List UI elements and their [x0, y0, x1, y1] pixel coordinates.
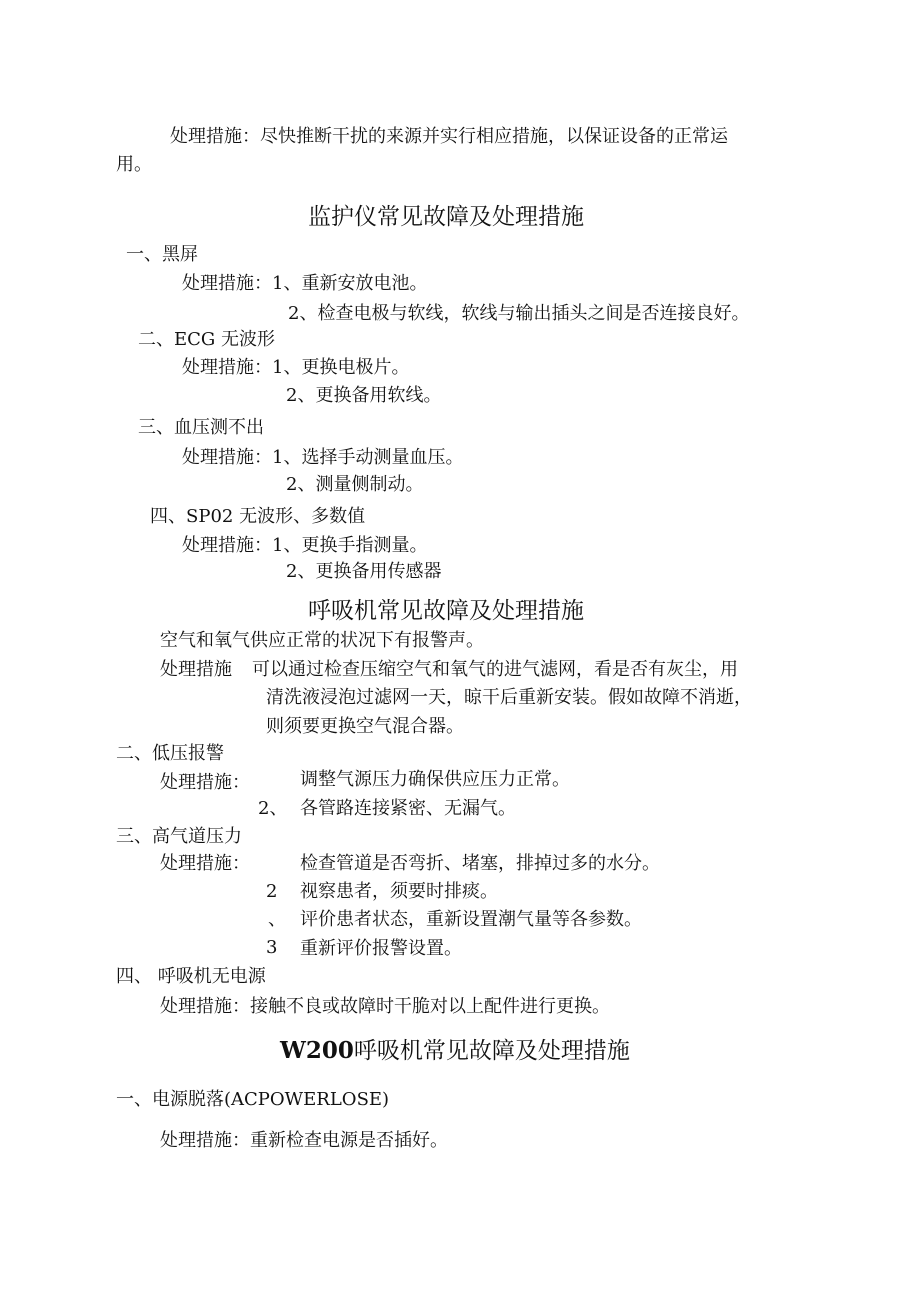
- ventilator-item-2-label: 处理措施：: [160, 772, 250, 793]
- ventilator-item-4-heading: 四、 呼吸机无电源: [116, 966, 266, 987]
- monitor-item-4-heading: 四、SP02 无波形、多数值: [150, 506, 366, 527]
- monitor-item-3-measure-1: 处理措施：1、选择手动测量血压。: [182, 447, 464, 468]
- w200-item-1-heading: 一、电源脱落(ACPOWERLOSE): [116, 1089, 390, 1110]
- ventilator-item-1-measure-line-2: 清洗液浸泡过滤网一天，晾干后重新安装。假如故障不消逝，: [266, 687, 752, 708]
- ventilator-item-4-measure-1: 处理措施：接触不良或故障时干脆对以上配件进行更换。: [160, 996, 610, 1017]
- monitor-item-3-measure-2: 2、测量侧制动。: [286, 474, 424, 495]
- ventilator-item-2-heading: 二、低压报警: [116, 743, 224, 764]
- ventilator-item-3-measure-2: 视察患者，须要时排痰。: [300, 881, 498, 902]
- ventilator-item-2-measure-1: 调整气源压力确保供应压力正常。: [300, 769, 570, 790]
- ventilator-item-1-heading: 空气和氧气供应正常的状况下有报警声。: [160, 630, 484, 651]
- ventilator-item-1-label: 处理措施: [160, 659, 232, 680]
- monitor-item-2-measure-2: 2、更换备用软线。: [286, 385, 442, 406]
- monitor-item-1-measure-2: 2、检查电极与软线，软线与输出插头之间是否连接良好。: [288, 303, 750, 324]
- intro-line-2: 用。: [116, 154, 152, 175]
- intro-line-1: 处理措施：尽快推断干扰的来源并实行相应措施，以保证设备的正常运: [170, 126, 728, 147]
- ventilator-item-3-heading: 三、高气道压力: [116, 826, 242, 847]
- monitor-item-3-heading: 三、血压测不出: [138, 417, 264, 438]
- monitor-item-2-measure-1: 处理措施：1、更换电极片。: [182, 357, 410, 378]
- ventilator-item-1-measure-line-1: 可以通过检查压缩空气和氧气的进气滤网，看是否有灰尘，用: [252, 659, 738, 680]
- monitor-item-4-measure-1: 处理措施：1、更换手指测量。: [182, 535, 428, 556]
- ventilator-item-3-label: 处理措施：: [160, 853, 250, 874]
- monitor-item-1-measure-1: 处理措施：1、重新安放电池。: [182, 273, 428, 294]
- section-title-w200-text: 呼吸机常见故障及处理措施: [353, 1038, 630, 1064]
- ventilator-item-2-number-2: 2、: [258, 798, 288, 819]
- section-title-w200-model: W200: [280, 1037, 354, 1064]
- ventilator-item-3-measure-3: 评价患者状态，重新设置潮气量等各参数。: [300, 909, 642, 930]
- monitor-item-4-measure-2: 2、更换备用传感器: [286, 561, 442, 582]
- monitor-item-1-heading: 一、黑屏: [126, 244, 198, 265]
- ventilator-item-3-measure-1: 检查管道是否弯折、堵塞，排掉过多的水分。: [300, 853, 660, 874]
- monitor-item-2-heading: 二、ECG 无波形: [138, 329, 276, 350]
- ventilator-item-3-number-3: 、: [268, 909, 286, 930]
- ventilator-item-3-measure-4: 重新评价报警设置。: [300, 938, 462, 959]
- section-title-ventilator-text: 呼吸机常见故障及处理措施: [308, 598, 584, 624]
- w200-item-1-measure-1: 处理措施：重新检查电源是否插好。: [160, 1130, 448, 1151]
- ventilator-item-3-number-2: 2: [266, 881, 278, 902]
- section-title-monitor-text: 监护仪常见故障及处理措施: [308, 204, 584, 230]
- ventilator-item-2-measure-2: 各管路连接紧密、无漏气。: [300, 798, 516, 819]
- ventilator-item-1-measure-line-3: 则须要更换空气混合器。: [266, 716, 464, 737]
- ventilator-item-3-number-4: 3: [266, 937, 278, 958]
